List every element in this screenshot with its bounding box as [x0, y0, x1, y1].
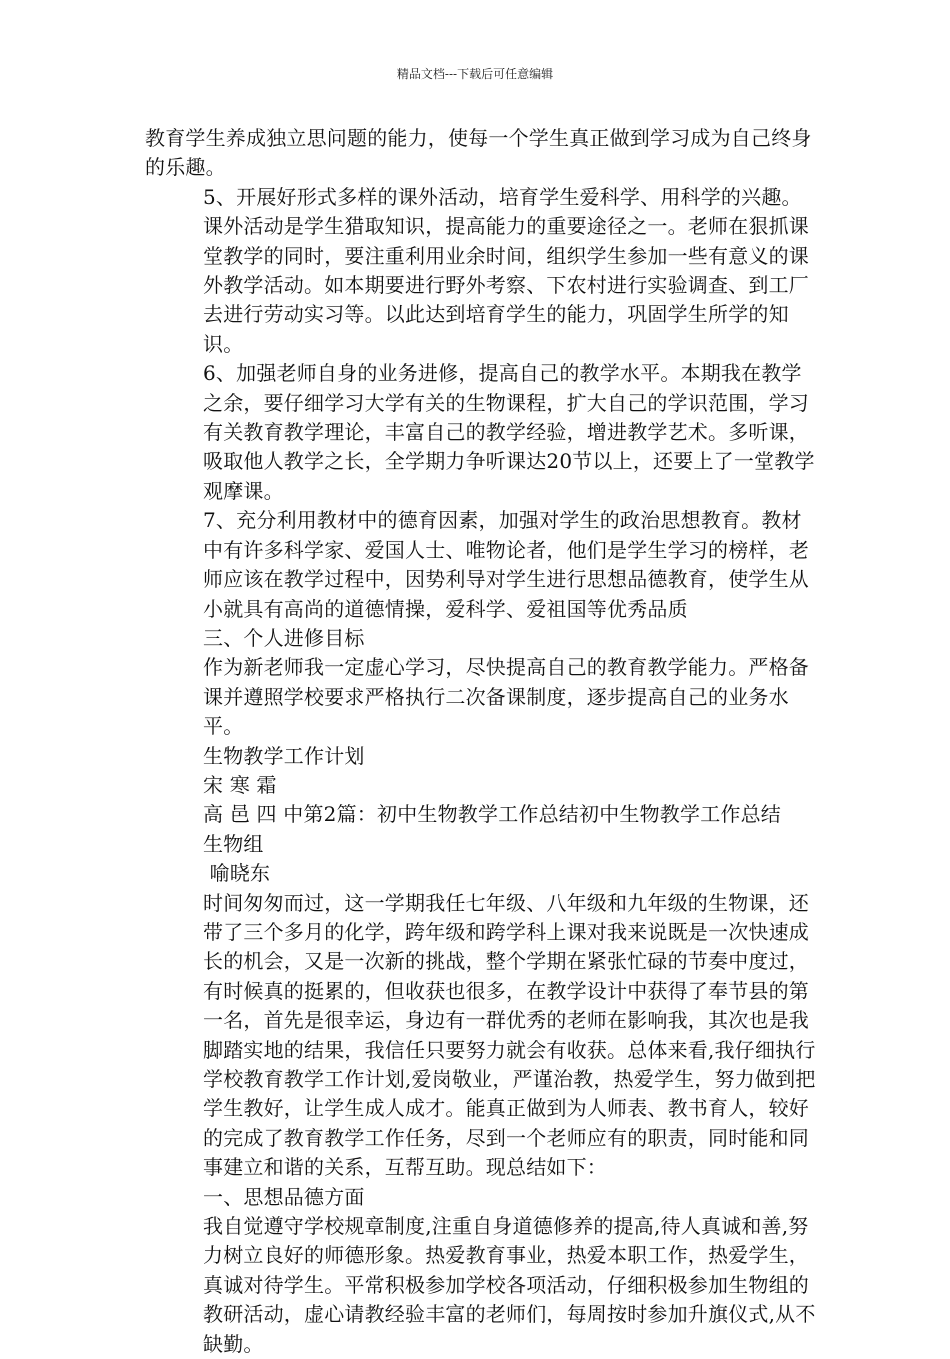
author-name: 宋 寒 霜 — [203, 772, 277, 797]
paragraph: 6、加强老师自身的业务进修，提高自己的教学水平。本期我在教学之余，要仔细学习大学有关的生物课程，扩大自己的学识范围，学习有关教育教学理论，丰富自己的教学经验，增进教学艺术。多听课，吸取他人教学之长，全学期力争听课达20节以上，还要上了一堂教学观摩课。 — [203, 361, 815, 503]
paragraph: 教育学生养成独立思问题的能力，使每一个学生真正做到学习成为自己终身的乐趣。 — [145, 126, 812, 180]
page-header: 精品文档---下载后可任意编辑 — [396, 67, 554, 81]
document-body — [145, 124, 817, 1359]
paragraph: 5、开展好形式多样的课外活动，培育学生爱科学、用科学的兴趣。课外活动是学生猎取知识，提高能力的重要途径之一。老师在狠抓课堂教学的同时，要注重利用业余时间，组织学生参加一些有意义的课外教学活动。如本期要进行野外考察、下农村进行实验调查、到工厂去进行劳动实习等。以此达到培育学生的能力，巩固学生所学的知识。 — [203, 184, 809, 356]
paragraph: 作为新老师我一定虚心学习，尽快提高自己的教育教学能力。严格备课并遵照学校要求严格执行二次备课制度，逐步提高自己的业务水平。 — [203, 655, 809, 739]
section-heading: 一、思想品德方面 — [203, 1184, 365, 1209]
paragraph: 我自觉遵守学校规章制度,注重自身道德修养的提高,待人真诚和善,努力树立良好的师德形象。热爱教育事业，热爱本职工作，热爱学生，真诚对待学生。平常积极参加学校各项活动，仔细积极参加生物组的教研活动，虚心请教经验丰富的老师们，每周按时参加升旗仪式,从不缺勤。 — [203, 1214, 816, 1356]
paragraph: 7、充分利用教材中的德育因素，加强对学生的政治思想教育。教材中有许多科学家、爱国人士、唯物论者，他们是学生学习的榜样，老师应该在教学过程中，因势利导对学生进行思想品德教育，使学生从小就具有高尚的道德情操，爱科学、爱祖国等优秀品质 — [203, 508, 809, 621]
author-name: 喻晓东 — [203, 861, 271, 886]
section-heading: 三、个人进修目标 — [203, 625, 365, 650]
chapter-title: 高 邑 四 中第2篇：初中生物教学工作总结初中生物教学工作总结 — [203, 802, 781, 827]
group-name: 生物组 — [203, 831, 264, 856]
paragraph: 时间匆匆而过，这一学期我任七年级、八年级和九年级的生物课，还带了三个多月的化学，跨年级和跨学科上课对我来说既是一次快速成长的机会，又是一次新的挑战，整个学期在紧张忙碌的节奏中度过，有时候真的挺累的，但收获也很多，在教学设计中获得了奉节县的第一名，首先是很幸运，身边有一群优秀的老师在影响我，其次也是我脚踏实地的结果，我信任只要努力就会有收获。总体来看,我仔细执行学校教育教学工作计划,爱岗敬业，严谨治教，热爱学生，努力做到把学生教好，让学生成人成才。能真正做到为人师表、教书育人，较好的完成了教育教学工作任务，尽到一个老师应有的职责，同时能和同事建立和谐的关系，互帮互助。现总结如下： — [203, 890, 816, 1180]
document-title: 生物教学工作计划 — [203, 743, 365, 768]
